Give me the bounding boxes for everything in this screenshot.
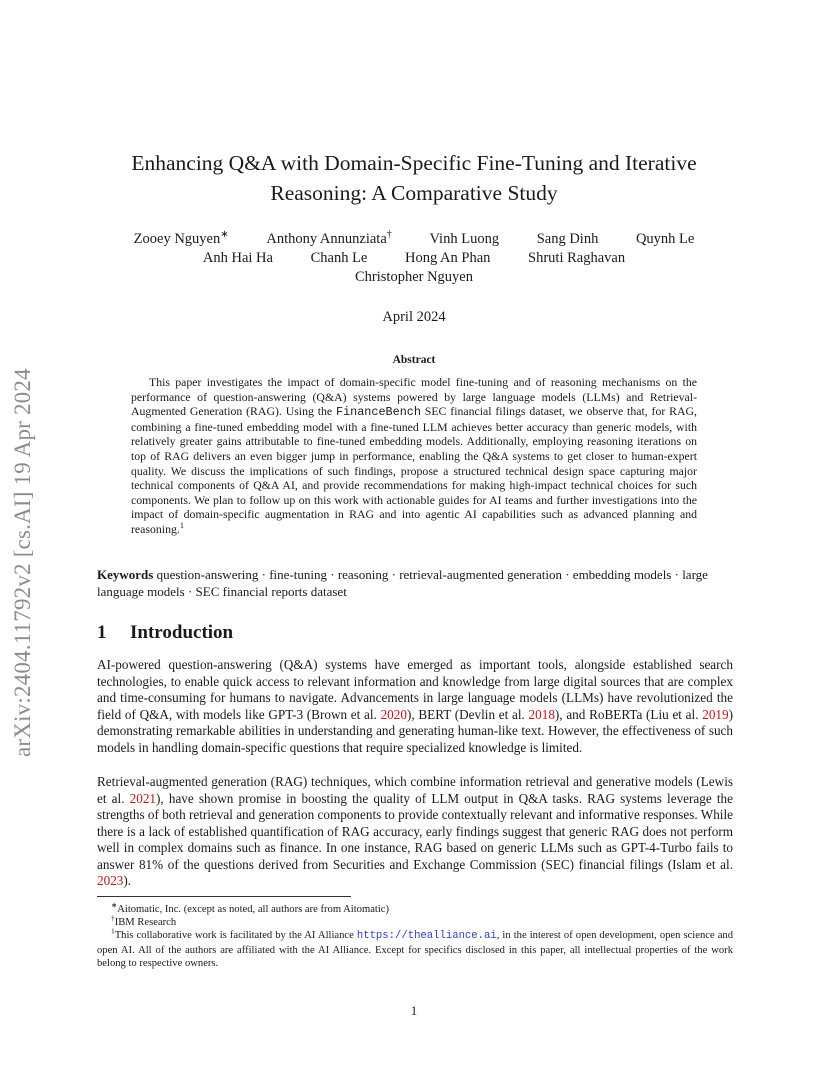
- author: Shruti Raghavan: [528, 250, 626, 266]
- alliance-url-link[interactable]: https://thealliance.ai: [356, 930, 497, 943]
- authors-row-3: [0, 269, 828, 286]
- authors-row-1: [0, 231, 828, 248]
- footnotes: [97, 900, 733, 970]
- footnote-2: †IBM Research: [111, 913, 177, 929]
- intro-paragraph-1: AI-powered question-answering (Q&A) systems have emerged as important tools, alongside established search technologies, to enable quick access to relevant information and knowledge from large digital sources that are complex and time-consuming for humans to navigate. Advancements in large language models (LLMs) have revolutionized the field of Q&A, with models like GPT-3 (Brown et al. 2020), BERT (Devlin et al. 2018), and RoBERTa (Liu et al. 2019) demonstrating remarkable abilities in understanding and generating human-like text. However, the effectiveness of such models in handling domain-specific questions that require specialized knowledge is limited.: [97, 657, 733, 755]
- author: Hong An Phan: [405, 250, 491, 266]
- publication-date: April 2024: [382, 309, 446, 325]
- citation-link[interactable]: 2020: [380, 706, 407, 722]
- footnote-3: $^1$This collaborative work is facilitated by the AI Alliance https://thealliance.ai, in the interest of open development, open science and open AI. All of the authors are affiliated with the AI Alliance. Except for specifics disclosed in this paper, all intellectual properties of the work belong to respective owners.: [97, 926, 733, 969]
- author: Vinh Luong: [429, 231, 500, 247]
- author: Christopher Nguyen: [355, 269, 473, 285]
- citation-link[interactable]: 2023: [97, 873, 124, 888]
- dataset-name: FinanceBench: [335, 405, 421, 420]
- keywords: Keywords question-answering · fine-tuning · reasoning · retrieval-augmented generation · embedding models · large language models · SEC financial reports dataset: [97, 567, 708, 599]
- citation-link[interactable]: 2018: [528, 706, 555, 722]
- footnote-divider: [97, 896, 351, 897]
- intro-paragraph-2: Retrieval-augmented generation (RAG) techniques, which combine information retrieval and generative models (Lewis et al. 2021), have shown promise in boosting the quality of LLM output in Q&A tasks. RAG systems leverage the strengths of both retrieval and generation components to provide contextually relevant and informative responses. While there is a lack of established quantification of RAG accuracy, early findings suggest that generic RAG does not perform well in complex domains such as finance. In one instance, RAG based on generic LLMs such as GPT-4-Turbo fails to answer 81% of the questions derived from Securities and Exchange Commission (SEC) financial filings (Islam et al. 2023).: [97, 774, 733, 888]
- abstract-text: This paper investigates the impact of domain-specific model fine-tuning and of reasoning mechanisms on the performance of question-answering (Q&A) systems powered by large language models (LLMs) and Retrieval-Augmented Generation (RAG). Using the FinanceBench SEC financial filings dataset, we observe that, for RAG, combining a fine-tuned embedding model with a fine-tuned LLM achieves better accuracy than generic models, with relatively greater gains attributable to fine-tuned embedding models. Additionally, employing reasoning iterations on top of RAG delivers an even bigger jump in performance, enabling the Q&A systems to get closer to human-expert quality. We discuss the implications of such findings, propose a structured technical design space capturing major technical components of Q&A AI, and provide recommendations for making high-impact technical choices for such components. We plan to follow up on this work with actionable guides for AI teams and further investigations into the impact of domain-specific augmentation in RAG and into agentic AI capabilities such as advanced planning and reasoning.$^1$: [131, 375, 697, 536]
- arxiv-stamp: arXiv:2404.11792v2 [cs.AI] 19 Apr 2024: [10, 368, 35, 757]
- footnote-1: ∗Aitomatic, Inc. (except as noted, all authors are from Aitomatic): [111, 900, 390, 915]
- author: Anh Hai Ha: [202, 250, 273, 266]
- paper-title: [0, 148, 828, 208]
- author: Anthony Annunziata†: [266, 229, 392, 247]
- title-line-1: Enhancing Q&A with Domain-Specific Fine-Tuning and Iterative: [131, 151, 697, 175]
- author: Zooey Nguyen∗: [133, 229, 229, 247]
- authors-row-2: [0, 250, 828, 267]
- section-heading: 1 Introduction: [97, 622, 234, 643]
- author: Quynh Le: [635, 231, 695, 247]
- abstract-heading: Abstract: [392, 354, 436, 366]
- author: Chanh Le: [310, 250, 368, 266]
- citation-link[interactable]: 2019: [702, 706, 729, 722]
- title-line-2: Reasoning: A Comparative Study: [270, 181, 558, 205]
- page-number: 1: [410, 1003, 418, 1018]
- author: Sang Dinh: [536, 231, 599, 247]
- citation-link[interactable]: 2021: [129, 790, 157, 806]
